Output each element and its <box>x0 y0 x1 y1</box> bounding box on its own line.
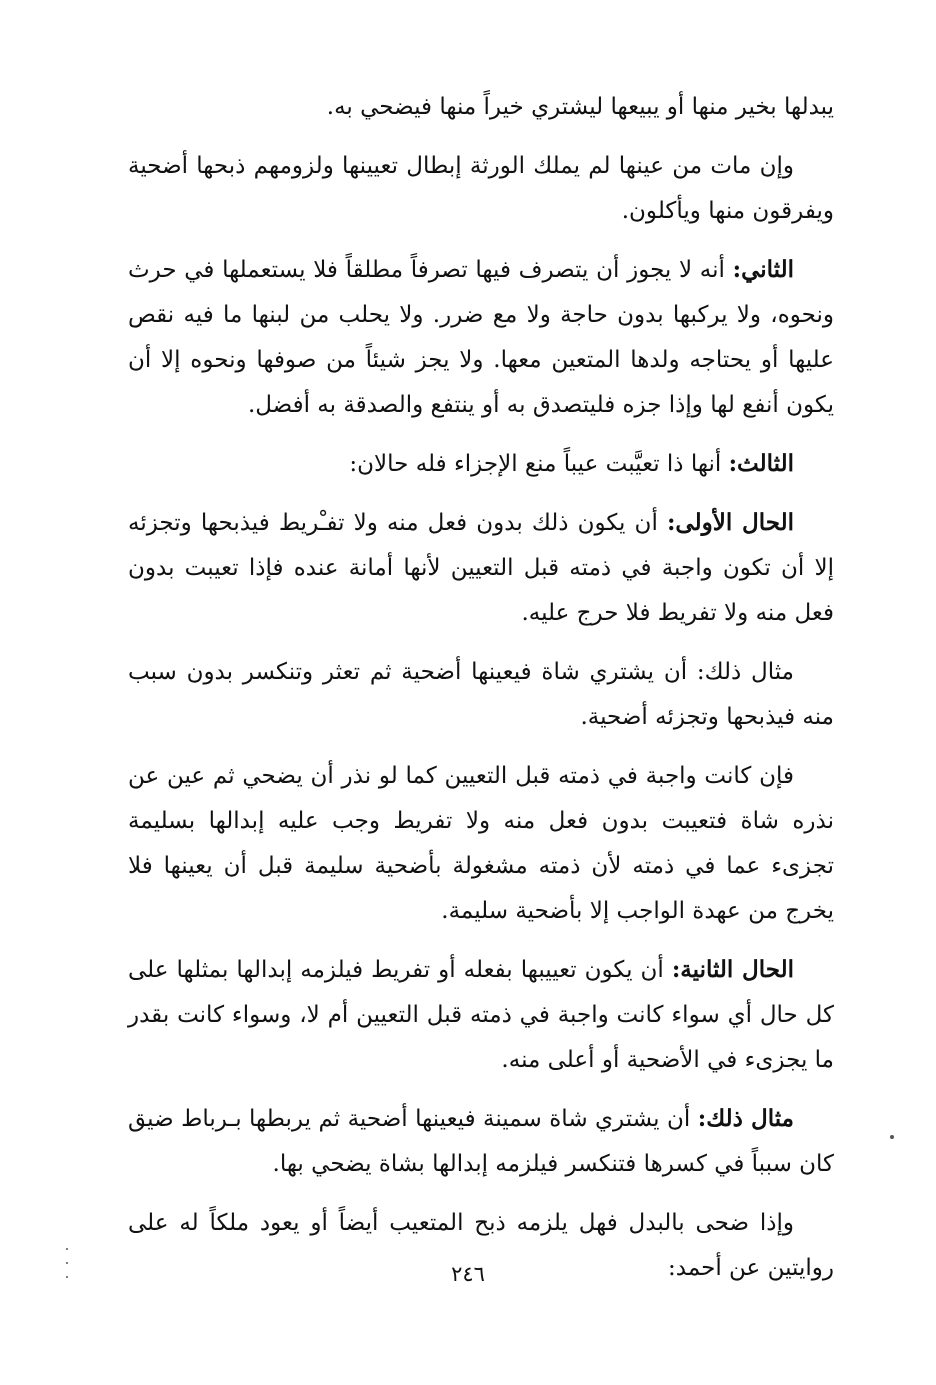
paragraph-9 <box>128 1096 834 1187</box>
paragraph-4 <box>128 441 834 487</box>
paragraph-5-text: أن يكون ذلك بدون فعل منه ولا تفـْريط فيذبحها وتجزئه إلا أن تكون واجبة في ذمته قبل التعيين لأنها أمانة عنده فإذا تعيبت بدون فعل منه ولا تفريط فلا حرج عليه. <box>128 510 834 626</box>
scan-speck <box>66 1248 68 1250</box>
paragraph-6-text: مثال ذلك: أن يشتري شاة فيعينها أضحية ثم تعثر وتنكسر بدون سبب منه فيذبحها وتجزئه أضحية. <box>128 659 834 730</box>
paragraph-10-text: وإذا ضحى بالبدل فهل يلزمه ذبح المتعيب أيضاً أو يعود ملكاً له على روايتين عن أحمد: <box>128 1210 834 1281</box>
paragraph-7-text: فإن كانت واجبة في ذمته قبل التعيين كما لو نذر أن يضحي ثم عين عن نذره شاة فتعيبت بدون فعل منه ولا تفريط وجب عليه إبدالها بسليمة تجزىء عما في ذمته لأن ذمته مشغولة بأضحية سليمة قبل أن يعينها فلا يخرج من عهدة الواجب إلا بأضحية سليمة. <box>128 763 834 924</box>
paragraph-8-lead: الحال الثانية: <box>671 956 794 983</box>
page-body <box>128 84 834 1304</box>
paragraph-9-text: أن يشتري شاة سمينة فيعينها أضحية ثم يربطها بـرباط ضيق كان سبباً في كسرها فتنكسر فيلزمه إبدالها بشاة يضحي بها. <box>128 1106 834 1177</box>
paragraph-3-lead: الثاني: <box>732 256 794 283</box>
paragraph-1 <box>128 84 834 130</box>
paragraph-8-text: أن يكون تعييبها بفعله أو تفريط فيلزمه إبدالها بمثلها على كل حال أي سواء كانت واجبة في ذمته قبل التعيين أم لا، وسواء كانت بقدر ما يجزىء في الأضحية أو أعلى منه. <box>128 957 834 1073</box>
paragraph-5-lead: الحال الأولى: <box>666 509 794 536</box>
paragraph-3-text: أنه لا يجوز أن يتصرف فيها تصرفاً مطلقاً فلا يستعملها في حرث ونحوه، ولا يركبها بدون حاجة ولا مع ضرر. ولا يحلب من لبنها ما فيه نقص عليها أو يحتاجه ولدها المتعين معها. ولا يجز شيئاً من صوفها ونحوه إلا أن يكون أنفع لها وإذا جزه فليتصدق به أو ينتفع والصدقة به أفضل. <box>128 257 834 418</box>
paragraph-1-text: يبدلها بخير منها أو يبيعها ليشتري خيراً منها فيضحي به. <box>326 94 834 120</box>
paragraph-5 <box>128 500 834 636</box>
scan-speck <box>66 1276 68 1278</box>
paragraph-7 <box>128 753 834 934</box>
paragraph-4-text: أنها ذا تعيَّبت عيباً منع الإجزاء فله حالان: <box>349 451 729 477</box>
paragraph-3 <box>128 247 834 428</box>
scan-speck <box>890 1135 894 1139</box>
paragraph-8 <box>128 947 834 1083</box>
page-number: ٢٤٦ <box>451 1262 485 1286</box>
paragraph-2 <box>128 143 834 234</box>
paragraph-6 <box>128 649 834 740</box>
scan-speck <box>66 1262 68 1264</box>
paragraph-9-lead: مثال ذلك: <box>697 1105 794 1132</box>
paragraph-2-text: وإن مات من عينها لم يملك الورثة إبطال تعيينها ولزومهم ذبحها أضحية ويفرقون منها ويأكلون. <box>128 153 834 224</box>
paragraph-4-lead: الثالث: <box>728 450 794 477</box>
